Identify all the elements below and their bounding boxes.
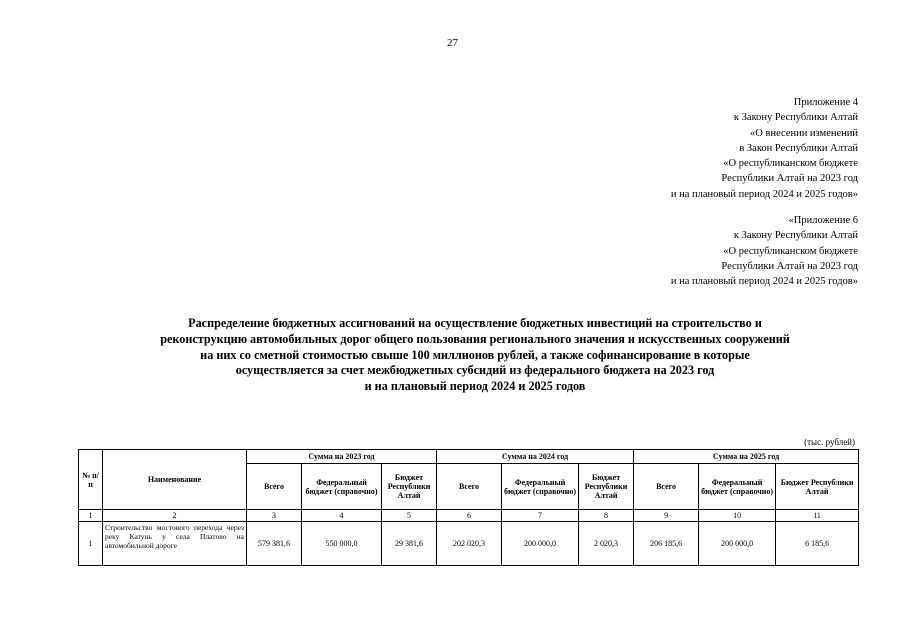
- header-federal: Федеральный бюджет (справочно): [699, 464, 776, 510]
- header-federal: Федеральный бюджет (справочно): [502, 464, 579, 510]
- column-index: 5: [382, 510, 437, 522]
- cell-value: 200 000,0: [502, 522, 579, 566]
- header-year-2025: Сумма на 2025 год: [634, 450, 859, 464]
- appendix-line: «О республиканском бюджете: [723, 158, 858, 170]
- cell-value: 550 000,0: [302, 522, 382, 566]
- row-number: 1: [79, 522, 103, 566]
- appendix-line: к Закону Республики Алтай: [733, 112, 858, 124]
- units-label: (тыс. рублей): [804, 437, 855, 447]
- appendix-line: Приложение 4: [793, 97, 858, 108]
- header-republic: Бюджет Республики Алтай: [382, 464, 437, 510]
- appendix-line: и на плановый период 2024 и 2025 годов»: [670, 276, 858, 288]
- header-total: Всего: [247, 464, 302, 510]
- header-total: Всего: [437, 464, 502, 510]
- cell-value: 579 381,6: [247, 522, 302, 566]
- budget-table: [78, 449, 859, 566]
- column-index: 3: [247, 510, 302, 522]
- appendix-line: «О республиканском бюджете: [723, 245, 858, 257]
- title-line: осуществляется за счет межбюджетных субсидий из федерального бюджета на 2023 год: [235, 363, 715, 378]
- header-republic: Бюджет Республики Алтай: [579, 464, 634, 510]
- appendix-line: к Закону Республики Алтай: [733, 230, 858, 242]
- title-line: реконструкцию автомобильных дорог общего пользования регионального значения и искусственных сооружений: [160, 331, 790, 346]
- appendix-line: в Закон Республики Алтай: [739, 142, 858, 154]
- column-index-row: [79, 510, 859, 522]
- table-row: [79, 522, 859, 566]
- title-line: на них со сметной стоимостью свыше 100 миллионов рублей, а также софинансирование в которые: [200, 347, 750, 362]
- cell-value: 29 381,6: [382, 522, 437, 566]
- appendix-line: Республики Алтай на 2023 год: [721, 173, 858, 185]
- column-index: 7: [502, 510, 579, 522]
- appendix-line: и на плановый период 2024 и 2025 годов»: [670, 188, 858, 200]
- column-index: 10: [699, 510, 776, 522]
- column-index: 1: [79, 510, 103, 522]
- cell-value: 200 000,0: [699, 522, 776, 566]
- column-index: 8: [579, 510, 634, 522]
- column-index: 2: [103, 510, 247, 522]
- column-index: 9: [634, 510, 699, 522]
- cell-value: 202 020,3: [437, 522, 502, 566]
- title-line: и на плановый период 2024 и 2025 годов: [364, 379, 586, 394]
- column-index: 4: [302, 510, 382, 522]
- column-index: 6: [437, 510, 502, 522]
- header-total: Всего: [634, 464, 699, 510]
- column-index: 11: [776, 510, 859, 522]
- cell-value: 206 185,6: [634, 522, 699, 566]
- header-republic: Бюджет Республики Алтай: [776, 464, 859, 510]
- header-name: Наименование: [103, 450, 247, 510]
- appendix-heading: [671, 95, 858, 202]
- header-number: № п/п: [79, 450, 103, 510]
- header-year-2023: Сумма на 2023 год: [247, 450, 437, 464]
- header-year-2024: Сумма на 2024 год: [437, 450, 634, 464]
- cell-value: 6 185,6: [776, 522, 859, 566]
- page-number: 27: [447, 37, 458, 49]
- cell-value: 2 020,3: [579, 522, 634, 566]
- appendix-line: «О внесении изменений: [750, 127, 858, 139]
- header-federal: Федеральный бюджет (справочно): [302, 464, 382, 510]
- title-line: Распределение бюджетных ассигнований на осуществление бюджетных инвестиций на строительство и: [188, 316, 762, 330]
- row-name: Строительство мостового перехода через реку Катунь у села Платово на автомобильной дороге: [103, 522, 247, 566]
- document-title: [80, 316, 870, 395]
- appendix-line: «Приложение 6: [788, 215, 858, 226]
- appendix-line: Республики Алтай на 2023 год: [721, 260, 858, 272]
- replaced-appendix-heading: [671, 213, 858, 289]
